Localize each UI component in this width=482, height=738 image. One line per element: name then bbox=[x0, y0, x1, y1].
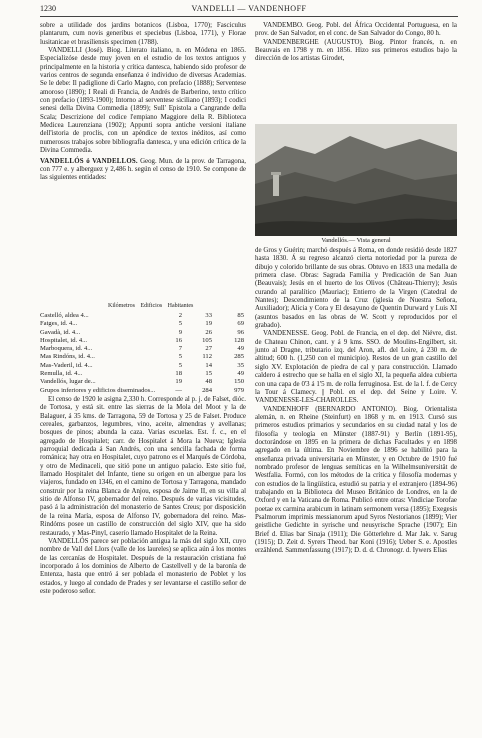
row-edificios: 19 bbox=[205, 320, 212, 328]
row-edificios: 26 bbox=[205, 328, 212, 336]
page-header bbox=[40, 4, 458, 16]
row-km: 5 bbox=[178, 320, 182, 328]
row-habitantes: 69 bbox=[237, 320, 244, 328]
history-paragraph: VANDELLÓS parece ser población antigua la más del siglo XII, cuyo nombre de Vall del Llors (valle de los laureles) se aplica aún á los montes de las cercanías de Hospitalet. Después de la restauración cristiana fué incorporado á los dominios de Alberto de Castellvell y de la baronía de Entenza, hasta que entró á ser poblada el monasterio de Poblet y los estados, y luego al condado de Prades y ser levantarse el castillo señor de este poderoso señor. bbox=[40, 537, 246, 595]
row-edificios: 14 bbox=[205, 361, 212, 369]
entry-vandenhoff: VANDENHOFF (BERNARDO ANTONIO). Biog. Orientalista alemán, n. en Rheine (Steinfurt) en 1868 y m. en 1913. Cursó sus primeros estudios primarios y secundarios en su ciudad natal y los de filosofía y teología en Münster (1887-91) y Berlín (1891-95), doctorándose en 1895 en la primera de dichas Facultades y en 1898 agregado en la última. En Noviembre de 1896 se habilitó para la enseñanza privada universitaria en Münster, y en Octubre de 1910 fué nombrado profesor de lenguas semíticas en la Wilhelmsuniversität de Westfalia. Formó, con los métodos de la crítica y filosofía modernas y con estudios de la lingüística, estudió su patria y el extranjero (1894-96) trabajando en la Biblioteca del Museo Británico de Londres, en la de Oxford y en la Vaticana de Roma. Publicó entre otras: Vindiciae Torofae poetae ex carmina arabicum in latinam sermonem versa (1895); Exegesis Psalmorum imprimis messianorum apud Syros Nestorianos (1899); Vier geistliche Gedichte in syrische und neusyrische Sprache (1907); Ein Brief d. Elias bar Sinaja (1911); Die Götterlehre d. Mar Jak. v. Sarug (1915); D. Zeit d. Syrers Theod. bar Koni (1916); Ueber S. e. Apostles erzählend. Sammenfassung (1917); D. d. d. Chronogr. d. Iywers Elias bbox=[255, 405, 457, 555]
row-name: Marboquera, id. 4... bbox=[40, 345, 93, 353]
vandelli-continuation: sobre a utilidade dos jardins botanicos (Lisboa, 1770); Fasciculus plantarum, cum novis generibus et speciebus (Lisboa, 1771), y Florae lusitanicae et brasiliensis specimen (1788). bbox=[40, 22, 246, 46]
row-km: 16 bbox=[175, 336, 182, 344]
left-column-bottom bbox=[40, 396, 246, 596]
table-row bbox=[40, 312, 246, 320]
row-habitantes: 285 bbox=[234, 353, 244, 361]
row-name: Fatges, id. 4... bbox=[40, 320, 78, 328]
table-header bbox=[108, 303, 248, 309]
table-row bbox=[40, 337, 246, 345]
table-row bbox=[40, 345, 246, 353]
entry-vandenesse: VANDENESSE. Geog. Pobl. de Francia, en el dep. del Niévre, dist. de Chateau Chinon, cant. y á 9 kms. SSO. de Moulins-Engilbert, sit. junto al Dragne, tributario izq. del Aron, afl. del Loire, á 230 m. de altitud; 600 h. (1,250 con el municipio). Restos de un gran castillo del siglo XV. Explotación de piedra de cal y para construcción. Llamado caldero á estrecho que se halla en el siglo XI, la pequeña aldea cubierta con una capa de 0'3 á 1'5 m. de rolla ferruginosa. Est. de la l. f. de Cercy la Tour á Clamecy. || Pobl. en el dep. del Seine y Loire. V. VANDENESSE-LES-CHAROLLES. bbox=[255, 330, 457, 405]
row-edificios: 48 bbox=[205, 378, 212, 386]
photo-caption: Vandellós.— Vista general bbox=[321, 237, 391, 244]
row-km: — bbox=[175, 386, 182, 394]
row-km: 18 bbox=[175, 370, 182, 378]
col-habitantes: Habitantes bbox=[167, 303, 194, 309]
row-habitantes: 85 bbox=[237, 312, 244, 319]
row-habitantes: 128 bbox=[234, 336, 244, 344]
population-table bbox=[40, 312, 246, 395]
row-habitantes: 49 bbox=[237, 345, 244, 353]
entry-vandellos-title: VANDELLÓS ó VANDELLOS. bbox=[40, 157, 138, 165]
row-km: 2 bbox=[178, 312, 182, 319]
left-column-top bbox=[40, 22, 246, 183]
table-row bbox=[40, 329, 246, 337]
row-name: Hospitalet, id. 4... bbox=[40, 336, 88, 344]
vandenberghe-continuation: de Gros y Guérin; marchó después á Roma, en donde residió desde 1827 hasta 1830. Á su regreso alcanzó cierta notoriedad por la pureza de dibujo y colorido brillante de sus obras. Obtuvo en 1833 una medalla de primera clase. Obras: Sagrada Familia y Predicación de San Juan (Beauvais); Jesús en el huerto de los Olivos (Château-Thierry); Jesús curando al paralítico (Mauriac); Entierro de la Virgen (Catedral de Nantes); Descendimiento de la Cruz (iglesia de Nuestra Señora, Auxiliador); Alicia y Cora y El desayuno de Quentin Durward y Luis XI (asuntos basados en las obras de W. Scott y reproducidos por el grabado). bbox=[255, 247, 457, 330]
census-paragraph: El censo de 1920 le asigna 2,330 h. Corresponde al p. j. de Falset, dióc. de Tortosa, y está sit. entre las sierras de la Mola del Moot y la de Balaguer, á 35 kms. de Tarragona, 59 de Tortosa y 25 de Falset. Produce cereales, garbanzos, legumbres, vino, aceite, almendras y avellanas; bosques de pinos; abunda la caza. Varias escuelas. Est. f. c., en el agregado de Hospitalet; carr. de Hospitalet á Mora la Nueva; Iglesia parroquial dedicada á San Andrés, con una sencilla fachada de forma románica; hay otra en Hospitalet, cuyo patrono es el Marqués de Córdoba, y otro de Medinaceli, que sitió pone un antiguo palacio. Este sitio fué, llamado Hospitalet del Infante, tiene su origen en un albergue para los viajeros, fundado en 1346, en el camino de Tortosa y Tarragona, mandado construir por la reina Blanca de Anjou, esposa de Jaime II, en su villa al sitio de Alfonso IV, gobernador del reino. Después de varias vicisitudes, pasó á la administración del monasterio de Santes Creus; por disposición de la reina María, esposa de Alfonso IV, gobernadora del reino. Mas-Rindóms posee un castillo de construcción del siglo XIV, que ha sido restaurado, y Mas-Pinyl, caserío llamado Hospitalet de la Reina. bbox=[40, 396, 246, 537]
row-edificios: 112 bbox=[202, 353, 212, 361]
col-km: Kilómetros bbox=[108, 303, 135, 309]
row-edificios: 15 bbox=[205, 370, 212, 378]
row-name: Grupos inferiores y edificios diseminados... bbox=[40, 386, 156, 394]
entry-vandenberghe: VANDENBERGHE (AUGUSTO). Biog. Pintor francés, n. en Beauvais en 1798 y m. en 1856. Hizo sus primeros estudios bajo la dirección de los artistas Girodet, bbox=[255, 38, 457, 63]
landscape-photo bbox=[255, 124, 457, 236]
row-name: Remulla, id. 4... bbox=[40, 370, 83, 378]
row-edificios: 284 bbox=[202, 386, 212, 394]
row-name: Mas-Vaderil, id. 4... bbox=[40, 361, 93, 369]
entry-vandembo: VANDEMBO. Geog. Pobl. del África Occidental Portuguesa, en la prov. de San Salvador, en el conc. de San Salvador do Congo, 80 h. bbox=[255, 22, 457, 38]
right-column-top bbox=[255, 22, 457, 64]
hills-illustration bbox=[255, 124, 457, 236]
col-edificios: Edificios bbox=[140, 303, 163, 309]
row-habitantes: 150 bbox=[234, 378, 244, 386]
row-edificios: 105 bbox=[202, 336, 212, 344]
row-name: Castelló, aldea 4... bbox=[40, 312, 89, 319]
table-row bbox=[40, 378, 246, 386]
row-habitantes: 979 bbox=[234, 386, 244, 394]
table-row bbox=[40, 320, 246, 328]
row-name: Gavadà, id. 4... bbox=[40, 328, 81, 336]
row-habitantes: 35 bbox=[237, 361, 244, 369]
row-edificios: 33 bbox=[205, 312, 212, 319]
right-column-bottom bbox=[255, 247, 457, 556]
table-row bbox=[40, 370, 246, 378]
row-edificios: 27 bbox=[205, 345, 212, 353]
table-row bbox=[40, 353, 246, 361]
running-title: VANDELLI — VANDENHOFF bbox=[191, 4, 307, 13]
row-km: 5 bbox=[178, 353, 182, 361]
row-km: 19 bbox=[175, 378, 182, 386]
row-km: 5 bbox=[178, 361, 182, 369]
table-row bbox=[40, 387, 246, 395]
header-rule bbox=[40, 16, 458, 17]
row-habitantes: 96 bbox=[237, 328, 244, 336]
row-km: 9 bbox=[178, 328, 182, 336]
entry-vandellos bbox=[40, 158, 246, 183]
entry-vandelli-jose: VANDELLI (José). Biog. Literato italiano, n. en Módena en 1865. Especializóse desde muy joven en el estudio de los textos antiguos y principalmente en la historia y crítica dantesca, habiendo sido profesor de varios centros de segunda enseñanza é individuo de diversas Academias. Se le debe: Il padiglione di Carlo Magno, con prefacio (1888); Serventese amoroso (1890); I Reali di Francia, de Andrés de Barberino, texto crítico con prefacio (1893-1900); Intorno al serventese siciliano (1893); I codici senesi della Divina Commedia (1899); Sull' Epistola a Cangrande della Scala; Descrizione del codice l'empiano Maggiore della R. Biblioteca Medicea Laurenziana (1902); Appunti sopra antiche versioni italiane dell'istoria de proclis, con un apéndice de textos inéditos, así como numerosos trabajos sobre bibliografía dantesca, y una edición crítica de la Divina Commedia. bbox=[40, 47, 246, 155]
page-number: 1230 bbox=[40, 4, 56, 13]
row-name: Mas Rindóns, id. 4... bbox=[40, 353, 95, 361]
row-habitantes: 49 bbox=[237, 370, 244, 378]
row-name: Vandellós, lugar de... bbox=[40, 378, 96, 386]
table-row bbox=[40, 362, 246, 370]
entry-vandellos-text: Geog. Mun. de la prov. de Tarragona, con 777 e. y alberguez y 2,486 h. según el censo de 1910. Se compone de las siguientes entidades: bbox=[40, 157, 246, 182]
row-km: 7 bbox=[178, 345, 182, 353]
